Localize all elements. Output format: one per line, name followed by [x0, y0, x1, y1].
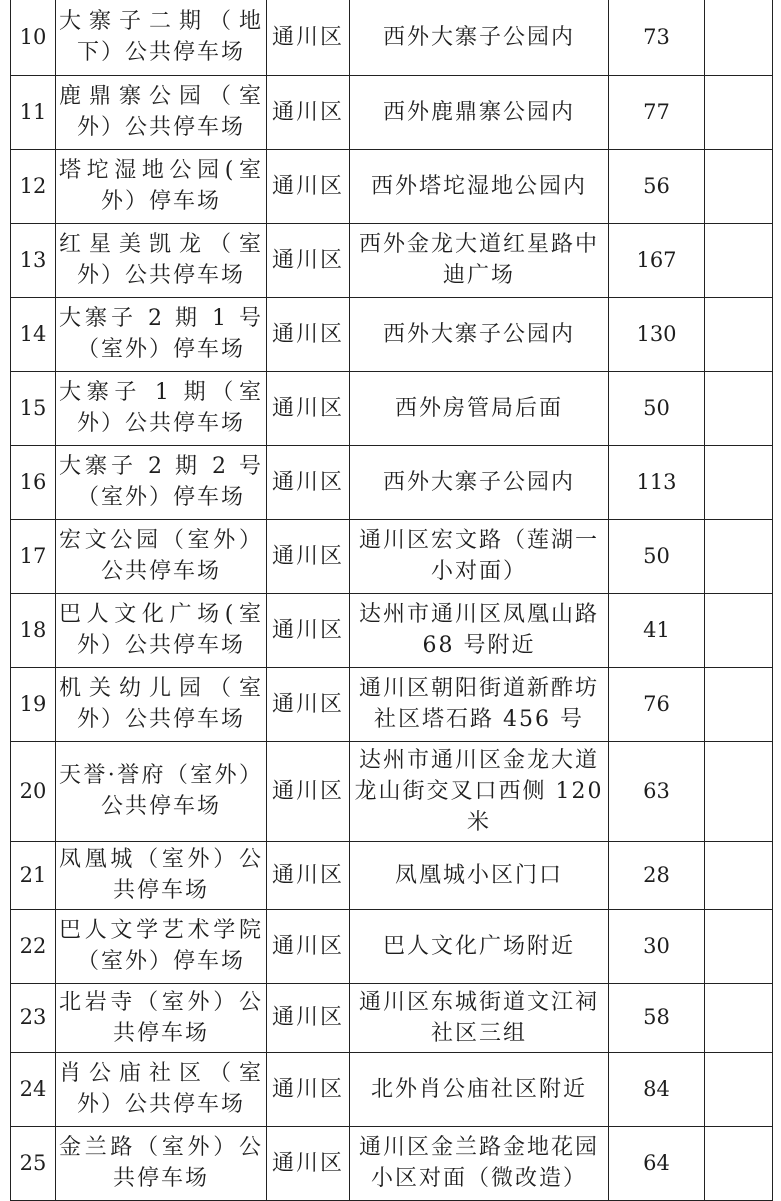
location: 巴人文化广场附近 — [350, 909, 609, 983]
parking-lot-name: 红星美凯龙（室外）公共停车场 — [56, 223, 267, 297]
remark — [705, 667, 773, 741]
remark — [705, 149, 773, 223]
table-body — [11, 0, 773, 1200]
parking-lot-name: 巴人文化广场(室外）公共停车场 — [56, 593, 267, 667]
row-number: 16 — [11, 445, 56, 519]
parking-spaces: 56 — [609, 149, 705, 223]
location: 西外金龙大道红星路中迪广场 — [350, 223, 609, 297]
location: 通川区东城街道文江祠社区三组 — [350, 983, 609, 1052]
table-row — [11, 149, 773, 223]
parking-lot-name: 大寨子 1 期（室外）公共停车场 — [56, 371, 267, 445]
remark — [705, 297, 773, 371]
remark — [705, 223, 773, 297]
table-row — [11, 1052, 773, 1126]
table-row — [11, 75, 773, 149]
parking-spaces: 167 — [609, 223, 705, 297]
parking-spaces: 130 — [609, 297, 705, 371]
location: 西外鹿鼎寨公园内 — [350, 75, 609, 149]
table-row — [11, 1126, 773, 1200]
location: 凤凰城小区门口 — [350, 841, 609, 909]
parking-lot-name: 肖公庙社区（室外）公共停车场 — [56, 1052, 267, 1126]
location: 西外塔坨湿地公园内 — [350, 149, 609, 223]
location: 西外大寨子公园内 — [350, 297, 609, 371]
parking-spaces: 28 — [609, 841, 705, 909]
parking-spaces: 64 — [609, 1126, 705, 1200]
location: 通川区宏文路（莲湖一小对面） — [350, 519, 609, 593]
table-row — [11, 297, 773, 371]
remark — [705, 983, 773, 1052]
parking-lot-name: 金兰路（室外）公共停车场 — [56, 1126, 267, 1200]
parking-spaces: 76 — [609, 667, 705, 741]
district: 通川区 — [267, 741, 350, 841]
row-number: 19 — [11, 667, 56, 741]
parking-spaces: 30 — [609, 909, 705, 983]
parking-spaces: 73 — [609, 0, 705, 75]
parking-spaces: 77 — [609, 75, 705, 149]
row-number: 14 — [11, 297, 56, 371]
district: 通川区 — [267, 1126, 350, 1200]
district: 通川区 — [267, 593, 350, 667]
row-number: 23 — [11, 983, 56, 1052]
table-row — [11, 371, 773, 445]
district: 通川区 — [267, 841, 350, 909]
parking-spaces: 84 — [609, 1052, 705, 1126]
district: 通川区 — [267, 445, 350, 519]
parking-lot-name: 天誉·誉府（室外）公共停车场 — [56, 741, 267, 841]
district: 通川区 — [267, 983, 350, 1052]
location: 北外肖公庙社区附近 — [350, 1052, 609, 1126]
district: 通川区 — [267, 75, 350, 149]
district: 通川区 — [267, 371, 350, 445]
row-number: 17 — [11, 519, 56, 593]
row-number: 21 — [11, 841, 56, 909]
parking-table-page — [10, 0, 773, 1201]
location: 通川区朝阳街道新酢坊社区塔石路 456 号 — [350, 667, 609, 741]
remark — [705, 371, 773, 445]
row-number: 10 — [11, 0, 56, 75]
parking-lot-name: 大寨子 2 期 2 号（室外）停车场 — [56, 445, 267, 519]
remark — [705, 1126, 773, 1200]
remark — [705, 909, 773, 983]
row-number: 25 — [11, 1126, 56, 1200]
remark — [705, 445, 773, 519]
location: 西外大寨子公园内 — [350, 445, 609, 519]
row-number: 12 — [11, 149, 56, 223]
table-row — [11, 223, 773, 297]
row-number: 13 — [11, 223, 56, 297]
location: 通川区金兰路金地花园小区对面（微改造） — [350, 1126, 609, 1200]
district: 通川区 — [267, 909, 350, 983]
table-row — [11, 741, 773, 841]
parking-lot-name: 塔坨湿地公园(室外）停车场 — [56, 149, 267, 223]
parking-lot-name: 凤凰城（室外）公共停车场 — [56, 841, 267, 909]
district: 通川区 — [267, 223, 350, 297]
remark — [705, 841, 773, 909]
remark — [705, 0, 773, 75]
district: 通川区 — [267, 149, 350, 223]
table-row — [11, 593, 773, 667]
parking-lot-name: 机关幼儿园（室外）公共停车场 — [56, 667, 267, 741]
parking-lot-name: 北岩寺（室外）公共停车场 — [56, 983, 267, 1052]
row-number: 18 — [11, 593, 56, 667]
remark — [705, 741, 773, 841]
district: 通川区 — [267, 1052, 350, 1126]
parking-spaces: 63 — [609, 741, 705, 841]
remark — [705, 1052, 773, 1126]
table-row — [11, 519, 773, 593]
remark — [705, 75, 773, 149]
parking-spaces: 50 — [609, 519, 705, 593]
parking-lot-name: 大寨子 2 期 1 号（室外）停车场 — [56, 297, 267, 371]
row-number: 24 — [11, 1052, 56, 1126]
parking-spaces: 113 — [609, 445, 705, 519]
table-row — [11, 909, 773, 983]
table-row — [11, 445, 773, 519]
district: 通川区 — [267, 297, 350, 371]
row-number: 22 — [11, 909, 56, 983]
district: 通川区 — [267, 667, 350, 741]
row-number: 20 — [11, 741, 56, 841]
remark — [705, 519, 773, 593]
row-number: 15 — [11, 371, 56, 445]
remark — [705, 593, 773, 667]
location: 西外房管局后面 — [350, 371, 609, 445]
parking-lot-name: 宏文公园（室外）公共停车场 — [56, 519, 267, 593]
parking-lot-name: 巴人文学艺术学院（室外）停车场 — [56, 909, 267, 983]
parking-spaces: 58 — [609, 983, 705, 1052]
district: 通川区 — [267, 0, 350, 75]
table-row — [11, 841, 773, 909]
parking-lot-name: 大寨子二期（地下）公共停车场 — [56, 0, 267, 75]
location: 达州市通川区凤凰山路 68 号附近 — [350, 593, 609, 667]
location: 西外大寨子公园内 — [350, 0, 609, 75]
district: 通川区 — [267, 519, 350, 593]
table-row — [11, 983, 773, 1052]
parking-lot-name: 鹿鼎寨公园（室外）公共停车场 — [56, 75, 267, 149]
parking-spaces: 41 — [609, 593, 705, 667]
table-row — [11, 667, 773, 741]
parking-lot-table — [10, 0, 773, 1201]
location: 达州市通川区金龙大道龙山街交叉口西侧 120 米 — [350, 741, 609, 841]
table-row — [11, 0, 773, 75]
row-number: 11 — [11, 75, 56, 149]
parking-spaces: 50 — [609, 371, 705, 445]
